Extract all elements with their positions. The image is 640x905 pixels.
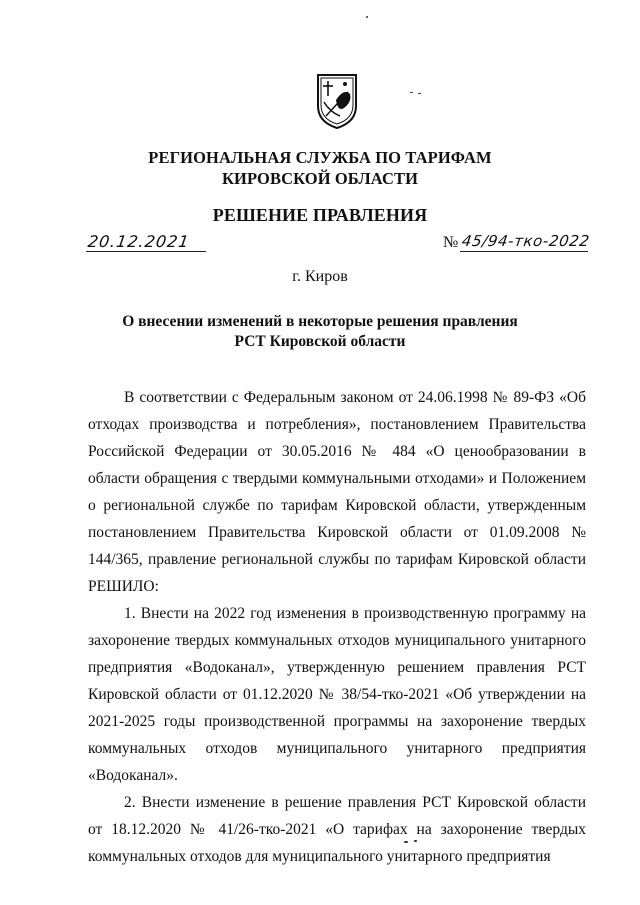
coat-of-arms-icon bbox=[314, 72, 360, 130]
scan-speck bbox=[414, 840, 417, 842]
handwritten-document-number: 45/94-тко-2022 bbox=[460, 232, 591, 250]
paragraph-item-2: 2. Внести изменение в решение правления РСТ Кировской области от 18.12.2020 № 41/26-тко-2021 «О тарифах на захоронение твердых коммунальных отходов для муниципального унитарного предприятия bbox=[88, 794, 586, 865]
number-sign: № bbox=[443, 234, 459, 251]
number-underline bbox=[460, 251, 588, 252]
subject-line2: РСТ Кировской области bbox=[234, 333, 406, 350]
subject-line1: О внесении изменений в некоторые решения правления bbox=[122, 313, 518, 330]
organization-name-line2: КИРОВСКОЙ ОБЛАСТИ bbox=[221, 169, 419, 188]
paragraph-preamble: В соответствии с Федеральным законом от 24.06.1998 № 89-ФЗ «Об отходах производства и потребления», постановлением Правительства Российской Федерации от 30.05.2016 № 484 «О ценообразовании в области обращения с твердыми коммунальными отходами» и Положением о региональной службе по тарифам Кировской области, утвержденным постановлением Правительства Кировской области от 01.09.2008 № 144/365, правление региональной службы по тарифам Кировской области РЕШИЛО: bbox=[88, 389, 586, 595]
organization-name-line1: РЕГИОНАЛЬНАЯ СЛУЖБА ПО ТАРИФАМ bbox=[148, 148, 492, 167]
handwritten-date: 20.12.2021 bbox=[86, 232, 191, 251]
scan-speck bbox=[404, 841, 408, 843]
scan-speck bbox=[418, 93, 421, 94]
paragraph-item-1: 1. Внести на 2022 год изменения в производственную программу на захоронение твердых коммунальных отходов муниципального унитарного предприятия «Водоканал», утвержденную решением правления РСТ Кировской области от 01.12.2020 № 38/54-тко-2021 «Об утверждении на 2021-2025 годы производственной программы на захоронение твердых коммунальных отходов муниципального унитарного предприятия «Водоканал». bbox=[88, 605, 586, 784]
date-underline bbox=[86, 251, 206, 252]
scan-speck bbox=[366, 16, 368, 18]
city-label: г. Киров bbox=[292, 268, 348, 285]
document-body bbox=[88, 384, 586, 870]
scan-speck bbox=[410, 92, 413, 93]
document-type-title: РЕШЕНИЕ ПРАВЛЕНИЯ bbox=[212, 205, 428, 225]
